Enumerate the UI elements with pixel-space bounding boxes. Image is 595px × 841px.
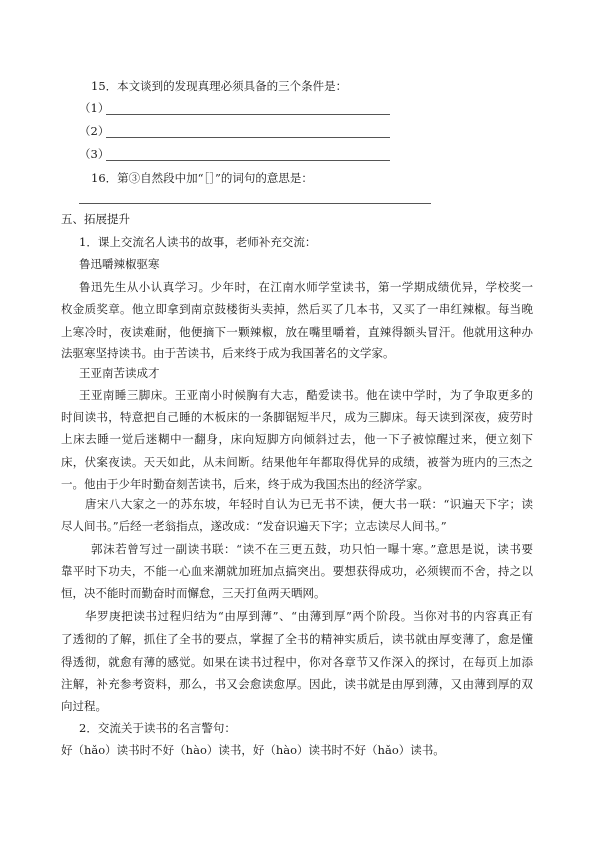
story-3-line: 唐宋八大家之一的苏东坡，年轻时自认为已无书不读，便大书一联：“识遍天下字；读	[85, 497, 533, 511]
story-1-line: 法驱寒坚持读书。由于苦读书，后来终于成为我国著名的文学家。	[61, 346, 395, 360]
story-2-line: 床，伏案夜读。天天如此，从未间断。结果他年年都取得优异的成绩，被誉为班内的三杰之	[61, 455, 533, 469]
story-4-line: 靠平时下功夫，不能一心血来潮就加班加点搞突出。要想获得成功，必须锲而不舍，持之以	[61, 564, 533, 578]
quote-line: 好（hǎo）读书时不好（hào）读书，好（hào）读书时不好（hǎo）读书。	[61, 743, 445, 757]
story-5-line: 注解，补充参考资料，那么，书又会愈读愈厚。因此，读书就是由厚到薄，又由薄到厚的双	[61, 677, 533, 691]
story-1-line: 枚金质奖章。他立即拿到南京鼓楼街头卖掉，然后买了几本书，又买了一串红辣椒。每当晚	[61, 302, 533, 316]
story-5-line: 华罗庚把读书过程归结为“由厚到薄”、“由薄到厚”两个阶段。当你对书的内容真正有	[85, 609, 533, 623]
answer-blank-1[interactable]	[106, 114, 390, 115]
section-heading: 五、拓展提升	[61, 212, 130, 226]
story-2-title: 王亚南苦读成才	[79, 366, 160, 380]
story-1-line: 鲁迅先生从小认真学习。少年时，在江南水师学堂读书，第一学期成绩优异，学校奖一	[79, 280, 533, 294]
story-1-title: 鲁迅嚼辣椒驱寒	[79, 257, 160, 271]
story-2-line: 上床去睡一觉后迷糊中一翻身，床向短脚方向倾斜过去，他一下子被惊醒过来，便立刻下	[61, 432, 533, 446]
story-5-line: 了透彻的了解，抓住了全书的要点，掌握了全书的精神实质后，读书就由厚变薄了，愈是懂	[61, 632, 533, 646]
story-2-line: 王亚南睡三脚床。王亚南小时候胸有大志，酷爱读书。他在读中学时，为了争取更多的	[79, 388, 533, 402]
answer-blank-3[interactable]	[106, 160, 390, 161]
story-4-line: 郭沫若曾写过一副读书联：“读不在三更五鼓，功只怕一曝十寒。”意思是说，读书要	[91, 542, 533, 556]
question-15: 15．本文谈到的发现真理必须具备的三个条件是：	[91, 79, 348, 93]
answer-blank-16[interactable]	[79, 203, 431, 204]
story-2-line: 一。他由于少年时勤奋刻苦读书，后来，终于成为我国杰出的经济学家。	[61, 477, 429, 491]
question-16: 16．第③自然段中加“［］”的词句的意思是：	[91, 171, 313, 185]
story-1-line: 上寒冷时，夜读难耐，他便摘下一颗辣椒，放在嘴里嚼着，直辣得额头冒汗。他就用这种办	[61, 325, 533, 339]
story-5-line: 得透彻，就愈有薄的感觉。如果在读书过程中，你对各章节又作深入的探讨，在每页上加添	[61, 655, 533, 669]
answer-label-1: （1）	[79, 101, 110, 115]
answer-blank-2[interactable]	[106, 137, 390, 138]
item-2-prompt: 2．交流关于读书的名言警句：	[79, 721, 236, 735]
answer-label-2: （2）	[79, 124, 110, 138]
item-1-prompt: 1．课上交流名人读书的故事，老师补充交流：	[79, 235, 317, 249]
answer-label-3: （3）	[79, 147, 110, 161]
story-3-line: 尽人间书。”后经一老翁指点，遂改成：“发奋识遍天下字；立志读尽人间书。”	[61, 519, 447, 533]
story-2-line: 时间读书，特意把自己睡的木板床的一条脚锯短半尺，成为三脚床。每天读到深夜，疲劳时	[61, 410, 533, 424]
story-5-line: 向过程。	[61, 699, 107, 713]
story-4-line: 恒，决不能时而勤奋时而懈怠，三天打鱼两天晒网。	[61, 586, 326, 600]
